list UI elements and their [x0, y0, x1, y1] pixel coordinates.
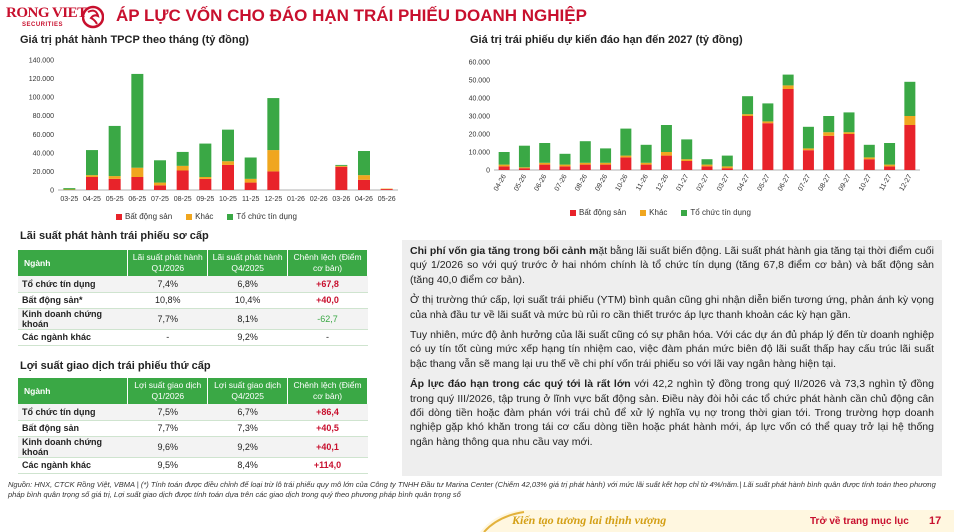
x-tick-label: 12-26 — [655, 173, 671, 193]
company-logo — [6, 4, 98, 32]
table-cell: Bất động sản* — [18, 292, 128, 308]
bar-segment — [600, 163, 611, 165]
bar-segment — [783, 85, 794, 89]
page-number: 17 — [929, 515, 942, 527]
x-tick-label: 04-26 — [355, 196, 373, 203]
x-tick-label: 08-25 — [173, 196, 192, 203]
issuance-chart — [18, 52, 398, 222]
y-tick-label: 80.000 — [32, 113, 54, 121]
x-tick-label: 12-25 — [264, 196, 283, 203]
bar-segment — [539, 165, 550, 170]
paragraph: Chi phí vốn gia tăng trong bối cảnh mặt bằng lãi suất biến động. Lãi suất phát hành gia tăng tại thời điểm cuối quý 1/2026 so với quý trước ở hai nhóm chính là tổ chức tín dụng (tăng 67,8 điểm cơ bản) và bất động sản (tăng 40,0 điểm cơ bản). — [410, 245, 934, 286]
table-cell: 9,2% — [208, 329, 288, 345]
y-tick-label: 30.000 — [468, 113, 490, 121]
bar-segment — [86, 175, 98, 177]
table-cell: 6,8% — [208, 276, 288, 292]
table-header: Ngành — [18, 378, 128, 404]
x-tick-label: 05-25 — [105, 196, 124, 203]
bar-segment — [381, 189, 393, 190]
table-cell: 8,4% — [208, 457, 288, 473]
bar-segment — [199, 179, 211, 190]
bar-segment — [560, 154, 571, 165]
bar-segment — [177, 171, 189, 191]
bar-segment — [154, 183, 166, 186]
bar-segment — [519, 146, 530, 168]
bar-segment — [722, 156, 733, 167]
bar-segment — [335, 165, 347, 166]
table-cell: Các ngành khác — [18, 457, 128, 473]
bar-segment — [600, 148, 611, 162]
bar-segment — [499, 152, 510, 165]
bar-segment — [702, 166, 713, 170]
table-row — [18, 420, 368, 436]
bar-segment — [620, 129, 631, 156]
bar-segment — [702, 165, 713, 167]
table-cell: 10,4% — [208, 292, 288, 308]
bar-segment — [63, 188, 75, 189]
bar-segment — [681, 139, 692, 159]
bar-segment — [177, 166, 189, 171]
table-cell: - — [128, 329, 208, 345]
maturity-chart-svg — [462, 52, 922, 210]
table-cell: +114,0 — [288, 457, 368, 473]
bar-segment — [154, 160, 166, 182]
bar-segment — [154, 185, 166, 190]
y-tick-label: 20.000 — [32, 168, 54, 176]
x-tick-label: 09-25 — [196, 196, 215, 203]
x-tick-label: 03-25 — [60, 196, 79, 203]
y-tick-label: 120.000 — [28, 76, 54, 84]
x-tick-label: 09-26 — [594, 173, 610, 193]
x-tick-label: 08-27 — [817, 173, 833, 193]
table-cell: Tổ chức tín dụng — [18, 404, 128, 420]
table-header: Chênh lệch (Điểm cơ bản) — [288, 378, 368, 404]
x-tick-label: 02-26 — [309, 196, 328, 203]
bar-segment — [580, 141, 591, 163]
table2-title: Lợi suất giao dịch trái phiếu thứ cấp — [20, 360, 211, 372]
source-note: Nguồn: HNX, CTCK Rồng Việt, VBMA | (*) Tính toán được điều chỉnh để loại trừ lô trái phiếu quy mô lớn của Công ty TNHH Đầu tư Marina Center (Chiếm 42,03% giá trị phát hành) với mức lãi suất kết hợp chỉ từ 4%/năm.| Lãi suất phát hành bình quân được tính toán theo phương pháp bình quân trọng số giá trị, Lợi suất giao dịch được tính toán dựa trên các giao dịch trong quý theo phương pháp bình quân trọng số — [8, 480, 936, 499]
table-cell: Kinh doanh chứng khoán — [18, 308, 128, 329]
bar-segment — [762, 123, 773, 170]
bar-segment — [884, 143, 895, 165]
bar-segment — [267, 171, 279, 190]
primary-rate-table — [18, 250, 368, 346]
legend-item-credit: Tổ chức tín dụng — [681, 208, 751, 217]
bar-segment — [109, 176, 121, 179]
table-row — [18, 276, 368, 292]
logo-sub: SECURITIES — [22, 22, 64, 28]
bar-segment — [722, 168, 733, 170]
table-cell: 7,3% — [208, 420, 288, 436]
y-tick-label: 140.000 — [28, 57, 54, 65]
legend-item-real-estate: Bất động sản — [116, 212, 172, 221]
table-header: Lợi suất giao dịch Q4/2025 — [208, 378, 288, 404]
bar-segment — [177, 152, 189, 166]
bar-segment — [539, 163, 550, 165]
issuance-chart-svg — [18, 52, 398, 212]
bar-segment — [661, 152, 672, 156]
bar-segment — [519, 167, 530, 168]
bar-segment — [499, 165, 510, 167]
bar-segment — [661, 125, 672, 152]
x-tick-label: 06-26 — [533, 173, 549, 193]
table-cell: 8,1% — [208, 308, 288, 329]
y-tick-label: 20.000 — [468, 131, 490, 139]
bar-segment — [904, 116, 915, 125]
x-tick-label: 11-26 — [635, 173, 650, 193]
table-cell: -62,7 — [288, 308, 368, 329]
bar-segment — [681, 159, 692, 161]
bar-segment — [844, 132, 855, 134]
bar-segment — [86, 150, 98, 175]
bar-segment — [222, 161, 234, 165]
bar-segment — [245, 179, 257, 183]
bar-segment — [762, 103, 773, 121]
bar-segment — [199, 177, 211, 179]
bar-segment — [904, 125, 915, 170]
bar-segment — [519, 168, 530, 170]
table1-title: Lãi suất phát hành trái phiếu sơ cấp — [20, 230, 209, 242]
maturity-chart — [462, 52, 922, 222]
y-tick-label: 40.000 — [32, 150, 54, 158]
chart2-legend — [570, 208, 751, 217]
bar-segment — [199, 144, 211, 177]
bar-segment — [580, 165, 591, 170]
bar-segment — [803, 150, 814, 170]
table-cell: 6,7% — [208, 404, 288, 420]
bar-segment — [742, 116, 753, 170]
table-cell: +40,1 — [288, 436, 368, 457]
bar-segment — [722, 166, 733, 168]
x-tick-label: 01-26 — [287, 196, 305, 203]
table-header-row — [18, 378, 368, 404]
y-tick-label: 0 — [486, 167, 490, 175]
table-cell: Tổ chức tín dụng — [18, 276, 128, 292]
x-tick-label: 04-25 — [83, 196, 101, 203]
table-row — [18, 436, 368, 457]
bar-segment — [844, 112, 855, 132]
bar-segment — [245, 183, 257, 190]
paragraph: Ở thị trường thứ cấp, lợi suất trái phiếu (YTM) bình quân cũng ghi nhận diễn biến tương ứng, phản ánh kỳ vọng của nhà đầu tư về lãi suất và mức bù rủi ro cần thiết trước áp lực thanh khoản các kỳ hạn gần. — [410, 294, 934, 321]
table-cell: 9,5% — [128, 457, 208, 473]
table-cell: +40,5 — [288, 420, 368, 436]
x-tick-label: 08-26 — [574, 173, 590, 193]
x-tick-label: 07-25 — [151, 196, 169, 203]
x-tick-label: 04-26 — [492, 173, 508, 193]
table-row — [18, 308, 368, 329]
table-cell: +86,4 — [288, 404, 368, 420]
x-tick-label: 10-27 — [858, 173, 874, 193]
table-row — [18, 292, 368, 308]
bar-segment — [620, 156, 631, 158]
footer-slogan: Kiến tạo tương lai thịnh vượng — [512, 513, 667, 527]
commentary-panel — [402, 240, 942, 476]
table-cell: +40,0 — [288, 292, 368, 308]
legend-item-other: Khác — [186, 212, 213, 221]
chart1-legend — [116, 212, 297, 221]
y-tick-label: 50.000 — [468, 77, 490, 85]
legend-item-real-estate: Bất động sản — [570, 208, 626, 217]
logo-brand: RONG VIET — [6, 5, 87, 21]
bar-segment — [661, 156, 672, 170]
bar-segment — [864, 145, 875, 158]
table-cell: +67,8 — [288, 276, 368, 292]
bar-segment — [702, 159, 713, 164]
paragraph: Tuy nhiên, mức độ ảnh hưởng của lãi suất cũng có sự phân hóa. Với các dự án đủ pháp lý đến từ doanh nghiệp có uy tín tốt cùng mức xếp hạng tín nhiệm cao, việc đàm phán mức biên độ lãi suất thấp hay cấu trúc lãi suất bậc thang vẫn sẽ mang lại ưu thế về chi phí vốn trái phiếu so với lãi vay ngân hàng hiện tại. — [410, 329, 934, 370]
bar-segment — [803, 127, 814, 149]
bar-segment — [222, 130, 234, 162]
x-tick-label: 05-26 — [377, 196, 396, 203]
table-cell: - — [288, 329, 368, 345]
bar-segment — [267, 150, 279, 171]
table-cell: 7,7% — [128, 420, 208, 436]
table-cell: 9,2% — [208, 436, 288, 457]
bar-segment — [267, 98, 279, 150]
bar-segment — [335, 167, 347, 190]
bar-segment — [245, 158, 257, 179]
bar-segment — [600, 165, 611, 170]
table-cell: Kinh doanh chứng khoán — [18, 436, 128, 457]
x-tick-label: 06-27 — [776, 173, 792, 193]
x-tick-label: 12-27 — [898, 173, 914, 193]
bar-segment — [783, 75, 794, 86]
x-tick-label: 05-26 — [513, 173, 529, 193]
bar-segment — [560, 166, 571, 170]
table-row — [18, 404, 368, 420]
bar-segment — [823, 136, 834, 170]
table-header: Lãi suất phát hành Q4/2025 — [208, 250, 288, 276]
bar-segment — [864, 159, 875, 170]
bar-segment — [844, 134, 855, 170]
bar-segment — [762, 121, 773, 123]
bar-segment — [884, 165, 895, 167]
y-tick-label: 40.000 — [468, 95, 490, 103]
table-row — [18, 329, 368, 345]
secondary-yield-table — [18, 378, 368, 474]
bar-segment — [131, 74, 143, 168]
x-tick-label: 11-25 — [241, 196, 260, 203]
paragraph: Áp lực đáo hạn trong các quý tới là rất lớn với 42,2 nghìn tỷ đồng trong quý II/2026 và 73,3 nghìn tỷ đồng trong quý III/2026, tập trung ở lĩnh vực bất động sản. Điều này đòi hỏi các tổ chức phát hành cần chủ động cân đối dòng tiền hoặc đàm phán với trái chủ để xử lý nghĩa vụ nợ trong thời gian tới. Trong trường hợp doanh nghiệp gặp khó khăn trong tái cơ cấu dòng tiền hoặc phát hành mới, áp lực vốn có thể quay trở lại hệ thống ngân hàng thông qua nhu cầu vay mới. — [410, 378, 934, 448]
y-tick-label: 100.000 — [28, 94, 54, 102]
bar-segment — [823, 116, 834, 132]
bar-segment — [131, 177, 143, 190]
bar-segment — [358, 180, 370, 190]
bar-segment — [109, 179, 121, 190]
table-cell: 9,6% — [128, 436, 208, 457]
legend-item-credit: Tổ chức tín dụng — [227, 212, 297, 221]
x-tick-label: 02-27 — [695, 173, 711, 193]
table-cell: 7,4% — [128, 276, 208, 292]
x-tick-label: 01-27 — [675, 173, 691, 193]
x-tick-label: 07-27 — [797, 173, 813, 193]
page-title: ÁP LỰC VỐN CHO ĐÁO HẠN TRÁI PHIẾU DOANH NGHIỆP — [116, 6, 587, 25]
bar-segment — [560, 165, 571, 167]
table-header: Lợi suất giao dịch Q1/2026 — [128, 378, 208, 404]
bar-segment — [742, 96, 753, 114]
bar-segment — [499, 166, 510, 170]
bar-segment — [681, 161, 692, 170]
bar-segment — [904, 82, 915, 116]
bar-segment — [864, 157, 875, 159]
bar-segment — [641, 165, 652, 170]
bar-segment — [86, 177, 98, 190]
bar-segment — [641, 145, 652, 163]
bar-segment — [823, 132, 834, 136]
table-cell: 7,5% — [128, 404, 208, 420]
y-tick-label: 60.000 — [32, 131, 54, 139]
back-to-toc-link[interactable]: Trở về trang mục lục — [810, 516, 909, 527]
table-header: Lãi suất phát hành Q1/2026 — [128, 250, 208, 276]
table-header: Ngành — [18, 250, 128, 276]
bar-segment — [109, 126, 121, 176]
table-header: Chênh lệch (Điểm cơ bản) — [288, 250, 368, 276]
table-row — [18, 457, 368, 473]
table-header-row — [18, 250, 368, 276]
dragon-logo-icon — [82, 4, 104, 30]
x-tick-label: 07-26 — [553, 173, 569, 193]
bar-segment — [222, 165, 234, 190]
bar-segment — [539, 143, 550, 163]
y-tick-label: 0 — [50, 187, 54, 195]
bar-segment — [620, 157, 631, 170]
bar-segment — [884, 166, 895, 170]
legend-item-other: Khác — [640, 208, 667, 217]
x-tick-label: 03-27 — [716, 173, 732, 193]
x-tick-label: 03-26 — [332, 196, 351, 203]
bar-segment — [783, 89, 794, 170]
x-tick-label: 09-27 — [837, 173, 853, 193]
bar-segment — [358, 151, 370, 175]
table-cell: 7,7% — [128, 308, 208, 329]
x-tick-label: 10-25 — [219, 196, 237, 203]
x-tick-label: 04-27 — [736, 173, 752, 193]
bar-segment — [358, 175, 370, 180]
chart1-title: Giá trị phát hành TPCP theo tháng (tỷ đồng) — [20, 34, 249, 46]
bar-segment — [803, 148, 814, 150]
x-tick-label: 10-26 — [614, 173, 630, 193]
table-cell: Bất động sản — [18, 420, 128, 436]
bar-segment — [131, 168, 143, 177]
bar-segment — [580, 163, 591, 165]
bar-segment — [742, 114, 753, 116]
x-tick-label: 11-27 — [878, 173, 894, 193]
bar-segment — [641, 163, 652, 165]
table-cell: 10,8% — [128, 292, 208, 308]
table-cell: Các ngành khác — [18, 329, 128, 345]
page-header — [0, 0, 954, 34]
x-tick-label: 05-27 — [756, 173, 772, 193]
x-tick-label: 06-25 — [128, 196, 147, 203]
y-tick-label: 60.000 — [468, 59, 490, 67]
chart2-title: Giá trị trái phiếu dự kiến đáo hạn đến 2027 (tỷ đồng) — [470, 34, 743, 46]
bar-segment — [335, 166, 347, 167]
y-tick-label: 10.000 — [468, 149, 490, 157]
